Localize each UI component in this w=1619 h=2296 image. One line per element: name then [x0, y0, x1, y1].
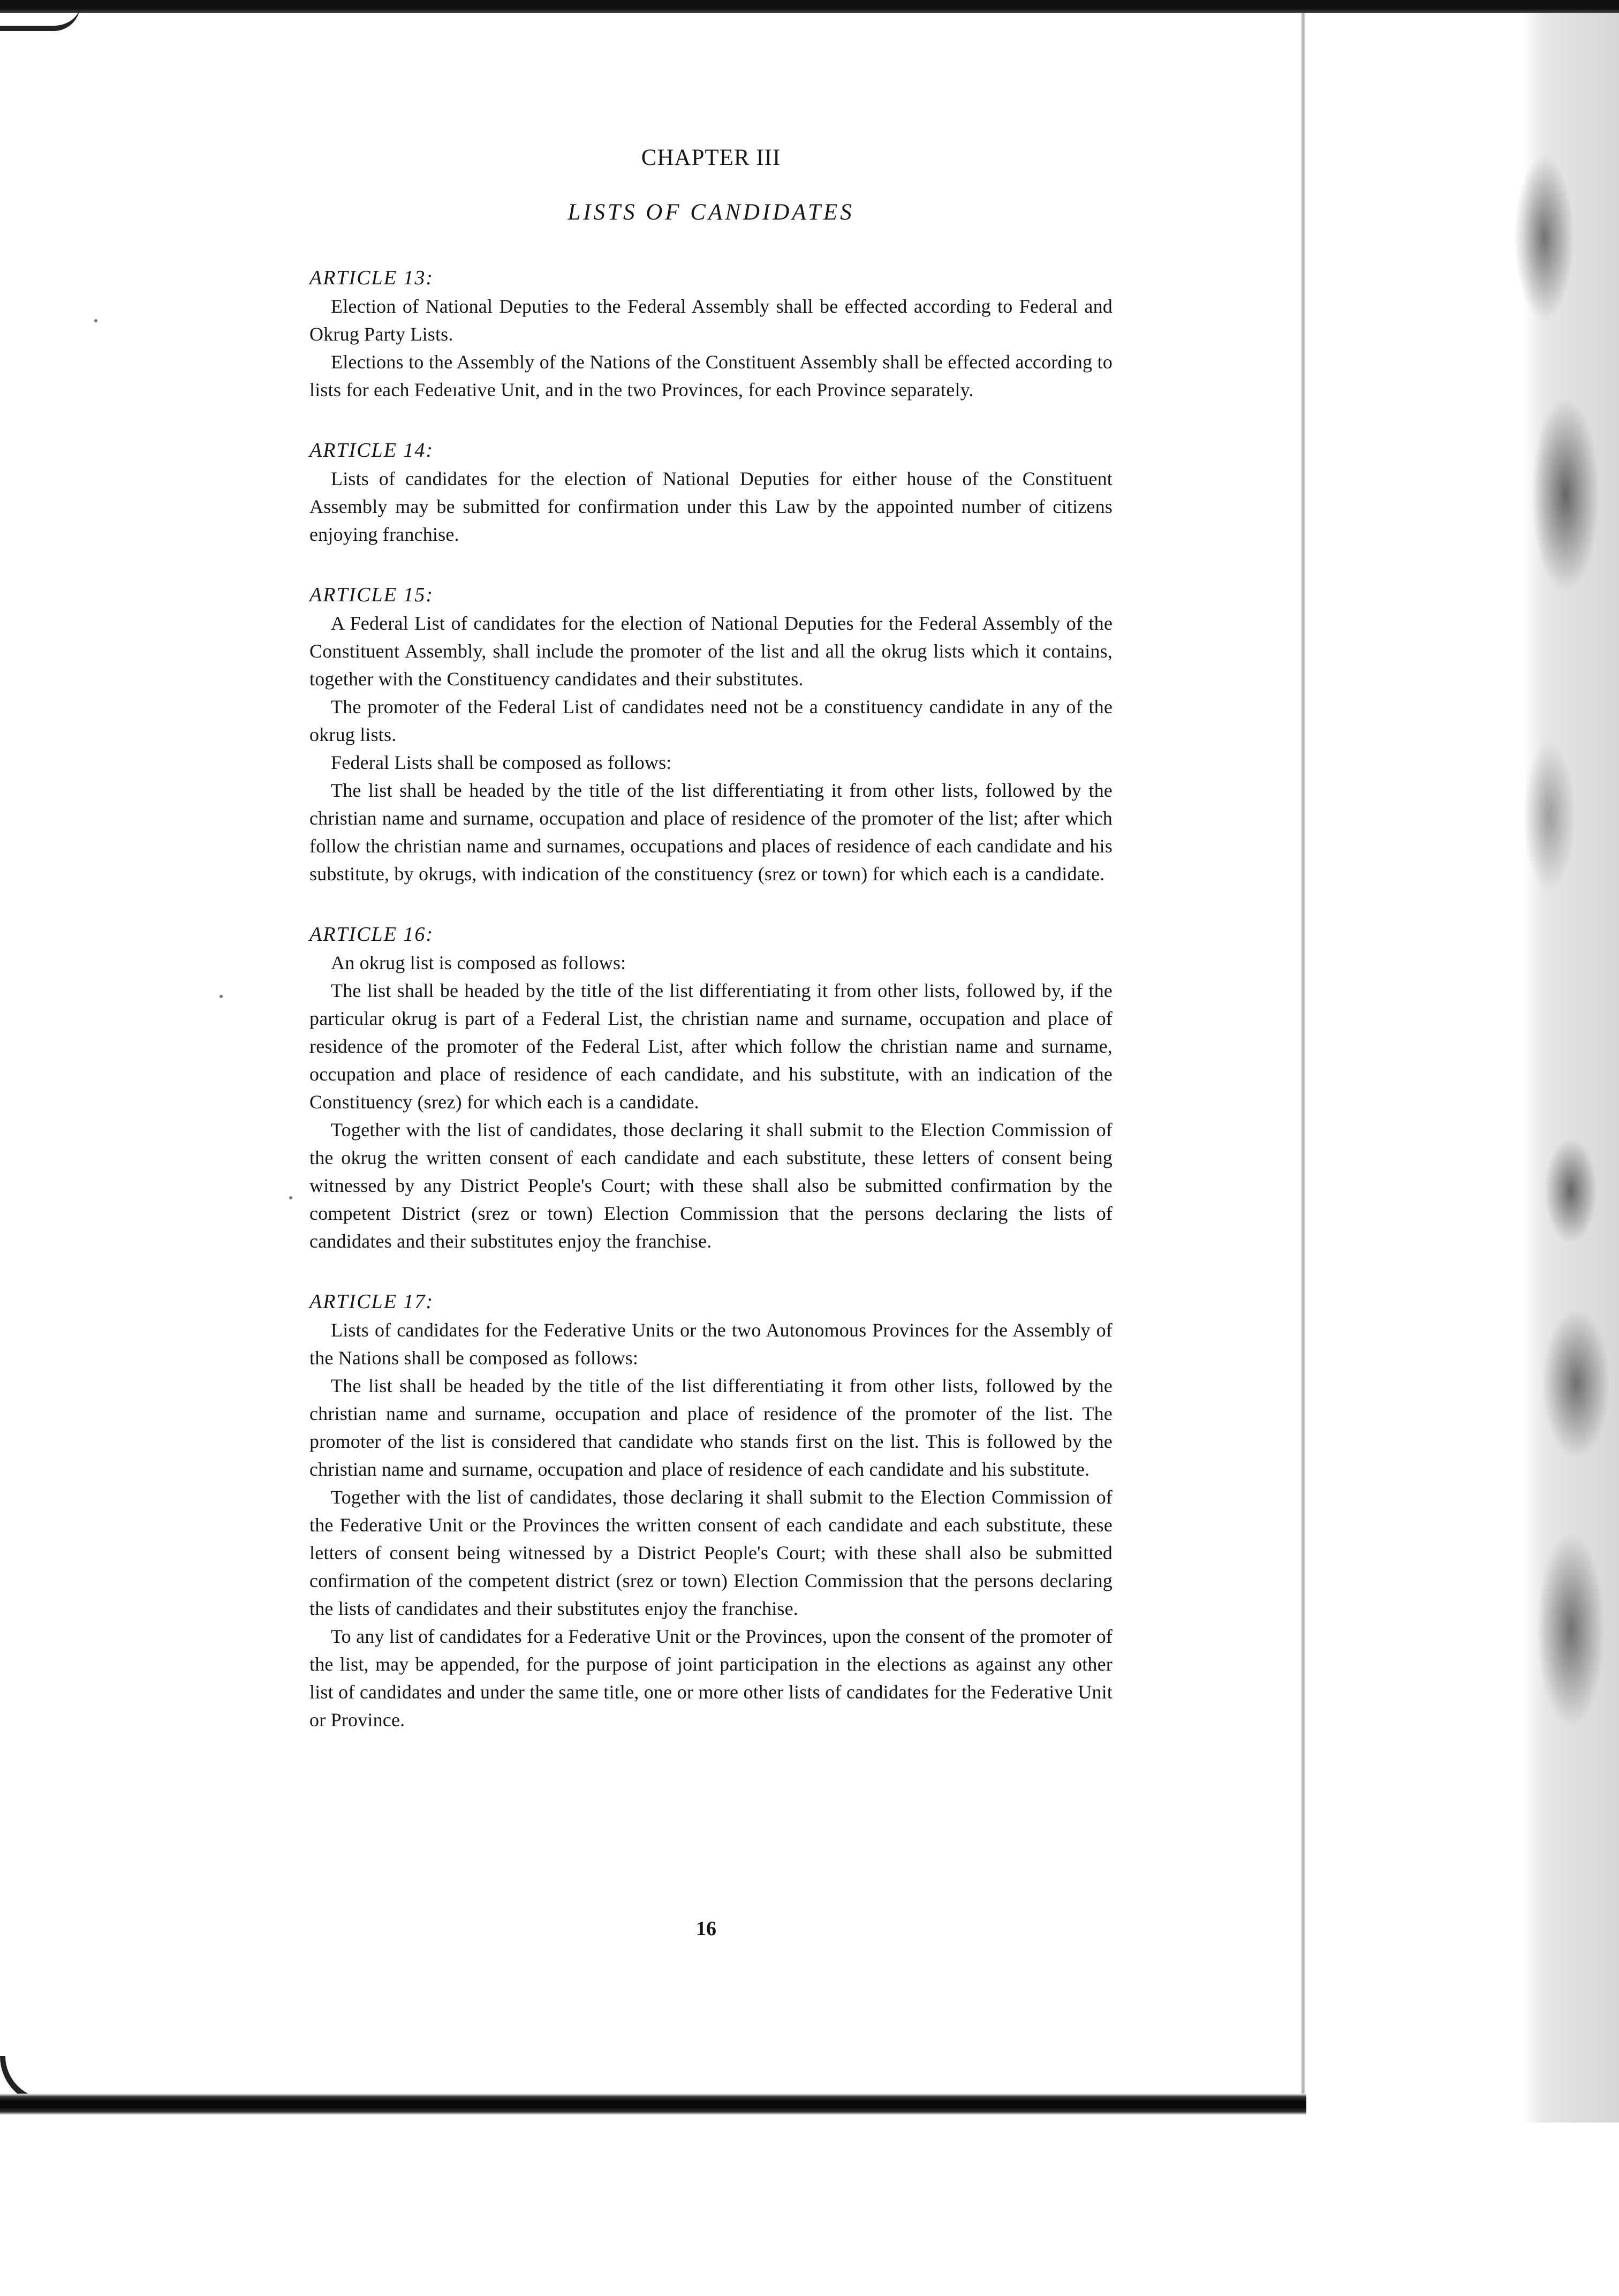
scan-dust: [220, 995, 223, 998]
article-heading: ARTICLE 13:: [309, 267, 434, 289]
article-17: [309, 1287, 1113, 1734]
scan-bottom-border: [0, 2094, 1306, 2115]
scan-corner-curl: [0, 4, 80, 31]
scan-dust: [289, 1196, 292, 1199]
article-16: [309, 920, 1113, 1255]
article-paragraph: The list shall be headed by the title of the list differentiating it from other lists, followed by the christian name and surname, occupation and place of residence of the promoter of the list; after which follow the christian name and surnames, occupations and places of residence of each candidate and his substitute, by okrugs, with indication of the constituency (srez or town) for which each is a candidate.: [309, 780, 1113, 885]
scan-bleed-through: [1319, 13, 1619, 2123]
article-paragraph: Election of National Deputies to the Federal Assembly shall be effected according to Federal and Okrug Party Lists.: [309, 296, 1113, 345]
scan-page-edge: [1301, 13, 1305, 2112]
page-number: 16: [696, 1917, 716, 1940]
chapter-title: CHAPTER III: [641, 145, 781, 170]
section-title: LISTS OF CANDIDATES: [568, 200, 854, 225]
article-paragraph: Federal Lists shall be composed as follows:: [331, 752, 672, 773]
article-15: [309, 580, 1113, 888]
article-paragraph: To any list of candidates for a Federative Unit or the Provinces, upon the consent of the promoter of the list, may be appended, for the purpose of joint participation in the elections as against any other list of candidates and under the same title, one or more other lists of candidates for the Federative Unit or Province.: [309, 1626, 1113, 1731]
article-heading: ARTICLE 14:: [309, 439, 434, 462]
scan-dust: [94, 319, 97, 322]
article-paragraph: Together with the list of candidates, those declaring it shall submit to the Election Commission of the okrug the written consent of each candidate and each substitute, these letters of consent being witnessed by any District People's Court; with these shall also be submitted confirmation by the competent District (srez or town) Election Commission that the persons declaring the lists of candidates and their substitutes enjoy the franchise.: [309, 1119, 1113, 1252]
document-page: [309, 145, 1113, 1734]
article-paragraph: Lists of candidates for the Federative Units or the two Autonomous Provinces for the Assembly of the Nations shall be composed as follows:: [309, 1319, 1113, 1369]
article-14: [309, 436, 1113, 548]
article-paragraph: The promoter of the Federal List of candidates need not be a constituency candidate in any of the okrug lists.: [309, 696, 1113, 745]
article-paragraph: The list shall be headed by the title of the list differentiating it from other lists, followed by, if the particular okrug is part of a Federal List, the christian name and surname, occupation and place of residence of the promoter of the Federal List, after which follow the christian name and surname, occupation and place of residence of each candidate, and his substitute, with an indication of the Constituency (srez) for which each is a candidate.: [309, 980, 1113, 1113]
article-13: [309, 263, 1113, 404]
article-paragraph: The list shall be headed by the title of the list differentiating it from other lists, followed by the christian name and surname, occupation and place of residence of the promoter of the list. The promoter of the list is considered that candidate who stands first on the list. This is followed by the christian name and surname, occupation and place of residence of each candidate and his substitute.: [309, 1375, 1113, 1480]
article-paragraph: A Federal List of candidates for the election of National Deputies for the Federal Assembly of the Constituent Assembly, shall include the promoter of the list and all the okrug lists which it contains, together with the Constituency candidates and their substitutes.: [309, 613, 1113, 690]
article-paragraph: An okrug list is composed as follows:: [331, 952, 626, 973]
article-paragraph: Elections to the Assembly of the Nations of the Constituent Assembly shall be effected according to lists for each Fedeıative Unit, and in the two Provinces, for each Province separately.: [309, 351, 1113, 401]
article-paragraph: Lists of candidates for the election of National Deputies for either house of the Constituent Assembly may be submitted for confirmation under this Law by the appointed number of citizens enjoying franchise.: [309, 468, 1113, 545]
article-heading: ARTICLE 15:: [309, 584, 434, 606]
article-paragraph: Together with the list of candidates, those declaring it shall submit to the Election Commission of the Federative Unit or the Provinces the written consent of each candidate and each substitute, these letters of consent being witnessed by a District People's Court; with these shall also be submitted confirmation of the competent district (srez or town) Election Commission that the persons declaring the lists of candidates and their substitutes enjoy the franchise.: [309, 1486, 1113, 1619]
article-heading: ARTICLE 17:: [309, 1290, 434, 1313]
scan-top-border: [0, 0, 1619, 13]
article-heading: ARTICLE 16:: [309, 923, 434, 946]
